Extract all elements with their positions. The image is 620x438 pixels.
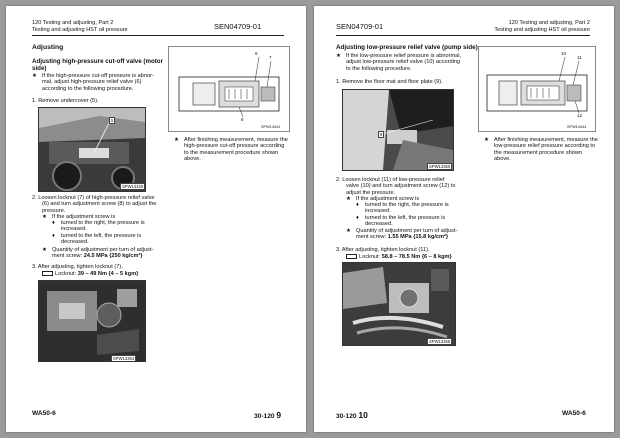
diagram-code: SPW14441: [261, 125, 281, 129]
right-if-screw: If the adjustment screw is: [356, 196, 420, 202]
photo-code: SPW13350: [429, 164, 451, 169]
undercover-photo-illustration: [39, 108, 145, 191]
left-header-rule: [32, 35, 284, 36]
right-note-line4: above.: [494, 155, 511, 162]
label-11: 11: [577, 55, 582, 60]
right-note-line3: the measurement procedure shown: [494, 149, 582, 156]
left-step2-line2: (6) and turn adjustment screw (8) to adjust the: [42, 201, 157, 208]
left-photo-undercover: [38, 107, 146, 192]
right-turn-left: [365, 215, 445, 228]
diamond-bullet-icon: ♦: [52, 233, 55, 239]
left-step1: 1. Remove undercover (5).: [32, 98, 99, 104]
star-icon: ★: [336, 53, 342, 59]
left-footer-code-text: 30-120: [254, 413, 275, 420]
label-7: 7: [269, 55, 272, 60]
star-icon: ★: [346, 196, 352, 202]
left-header: [32, 20, 128, 33]
right-intro-line3: to the following procedure.: [346, 65, 412, 72]
left-quantity-label: ment screw:: [52, 253, 84, 260]
right-locknut-value: 58.8 – 78.5 Nm {6 – 8 kgm}: [381, 254, 452, 260]
right-quantity-line1: Quantity of adjustment per turn of adjust-: [356, 228, 458, 234]
right-doc-code: SEN04709-01: [336, 22, 384, 31]
label-5: 5: [111, 118, 114, 123]
valve-photo-illustration: [39, 281, 145, 361]
right-step1: 1. Remove the floor mat and floor plate (9).: [336, 79, 443, 85]
left-header-line2: Testing and adjusting HST oil pressure: [32, 26, 128, 33]
left-page-number: 9: [276, 410, 282, 420]
right-step2: [336, 177, 455, 196]
left-step2: [32, 195, 156, 214]
right-valve-diagram: [478, 46, 596, 132]
right-footer-code: [336, 410, 368, 420]
diagram-code: SPW14444: [567, 125, 587, 129]
left-note-line3: to the measurement procedure shown: [184, 149, 279, 156]
floor-photo-illustration: [343, 90, 453, 170]
right-header-line1: 120 Testing and adjusting, Part 2: [508, 20, 590, 26]
right-quantity-label: ment screw:: [356, 234, 388, 241]
left-turn-left-line2: decreased.: [61, 239, 89, 246]
right-section-title: Adjusting low-pressure relief valve (pump side): [336, 44, 478, 51]
left-intro-line1: If the high-pressure cut-off pressure is abnor-: [42, 73, 154, 79]
left-step2-line3: pressure.: [42, 207, 66, 214]
left-subheading-line1: Adjusting high-pressure cut-off valve (motor: [32, 58, 163, 65]
left-turn-left-line1: turned to the left, the pressure is: [61, 233, 142, 239]
right-step2-line1: 2. Loosen locknut (11) of low-pressure relief: [336, 177, 445, 183]
left-turn-left: [61, 233, 141, 246]
diamond-bullet-icon: ♦: [52, 220, 55, 226]
right-quantity: [356, 228, 457, 241]
star-icon: ★: [42, 247, 48, 253]
left-quantity-value: 24.5 MPa {250 kg/cm²}: [83, 253, 143, 260]
left-note-line1: After finishing measurement, measure the: [184, 137, 288, 143]
left-quantity-line1: Quantity of adjustment per turn of adjust-: [52, 247, 154, 253]
left-subheading-line2: side): [32, 65, 47, 72]
right-locknut-torque: [346, 254, 452, 260]
star-icon: ★: [42, 214, 48, 220]
left-if-screw: If the adjustment screw is: [52, 214, 116, 220]
left-section-title: Adjusting: [32, 44, 64, 51]
left-photo-valve: [38, 280, 146, 362]
star-icon: ★: [32, 73, 38, 79]
right-footer-model: WA50-6: [562, 410, 586, 417]
left-subheading: [32, 58, 163, 72]
label-10: 10: [561, 51, 567, 56]
right-page: [314, 6, 614, 432]
label-6: 6: [255, 51, 258, 56]
left-valve-diagram: [168, 46, 290, 132]
photo-code: SPW13358: [429, 339, 451, 344]
left-step3: 3. After adjusting, tighten locknut (7).: [32, 264, 123, 270]
left-intro-line3: according to the following procedure.: [42, 85, 134, 92]
star-icon: ★: [484, 137, 490, 143]
relief-valve-photo-illustration: [343, 263, 455, 345]
right-header-rule: [336, 35, 590, 36]
right-intro-line2: adjust low-pressure relief valve (10) according: [346, 59, 461, 66]
diamond-bullet-icon: ♦: [356, 202, 359, 208]
left-locknut-label: Locknut:: [55, 271, 78, 277]
right-footer-code-text: 30-120: [336, 413, 357, 420]
right-step2-line2: valve (10) and turn adjustment screw (12) to: [346, 183, 456, 190]
photo-code: SPW13353: [113, 356, 135, 361]
left-header-line1: 120 Testing and adjusting, Part 2: [32, 20, 114, 26]
left-turn-right-line1: turned to the right, the pressure is: [61, 220, 145, 226]
right-page-number: 10: [358, 410, 368, 420]
right-turn-left-line1: turned to the left, the pressure is: [365, 215, 446, 221]
torque-wrench-icon: [346, 254, 357, 259]
right-intro: [346, 53, 466, 72]
right-locknut-label: Locknut:: [359, 254, 382, 260]
left-intro-line2: mal, adjust high-pressure relief valve (6): [42, 79, 142, 86]
right-turn-right: [365, 202, 449, 215]
left-turn-right: [61, 220, 145, 233]
star-icon: ★: [174, 137, 180, 143]
left-note-finish: [184, 137, 290, 162]
right-step3: 3. After adjusting, tighten locknut (11).: [336, 247, 430, 253]
right-intro-line1: If the low-pressure relief pressure is abnormal,: [346, 53, 462, 59]
right-turn-left-line2: decreased.: [365, 221, 393, 228]
right-step2-line3: adjust the pressure.: [346, 189, 396, 196]
torque-wrench-icon: [42, 271, 53, 276]
star-icon: ★: [346, 228, 352, 234]
left-page: [6, 6, 306, 432]
diamond-bullet-icon: ♦: [356, 215, 359, 221]
left-note-line2: high-pressure cut-off pressure according: [184, 143, 285, 150]
right-turn-right-line2: increased.: [365, 208, 391, 215]
right-quantity-value: 1.55 MPa {15.8 kg/cm²}: [387, 234, 449, 241]
left-quantity: [52, 247, 153, 260]
left-note-line4: above.: [184, 155, 201, 162]
left-intro: [42, 73, 160, 92]
left-turn-right-line2: increased.: [61, 226, 87, 233]
right-note-line2: low-pressure relief pressure according to: [494, 143, 596, 150]
left-footer-model: WA50-6: [32, 410, 56, 417]
left-footer-code: [254, 410, 281, 420]
photo-code: SPW14429: [122, 184, 144, 189]
right-turn-right-line1: turned to the right, the pressure is: [365, 202, 449, 208]
left-doc-code: SEN04709-01: [214, 22, 262, 31]
label-9: 9: [380, 132, 383, 137]
left-locknut-torque: [42, 271, 138, 277]
left-step2-line1: 2. Loosen locknut (7) of high-pressure relief valve: [32, 195, 155, 201]
right-note-line1: After finishing measurement, measure the: [494, 137, 598, 143]
label-8: 8: [241, 117, 244, 122]
label-12: 12: [577, 113, 583, 118]
right-photo-valve: [342, 262, 456, 346]
right-photo-floor: [342, 89, 454, 171]
right-note-finish: [494, 137, 598, 162]
right-header: [490, 20, 590, 33]
right-header-line2: Testing and adjusting HST oil pressure: [494, 26, 590, 33]
left-locknut-value: 39 – 49 Nm {4 – 5 kgm}: [77, 271, 139, 277]
